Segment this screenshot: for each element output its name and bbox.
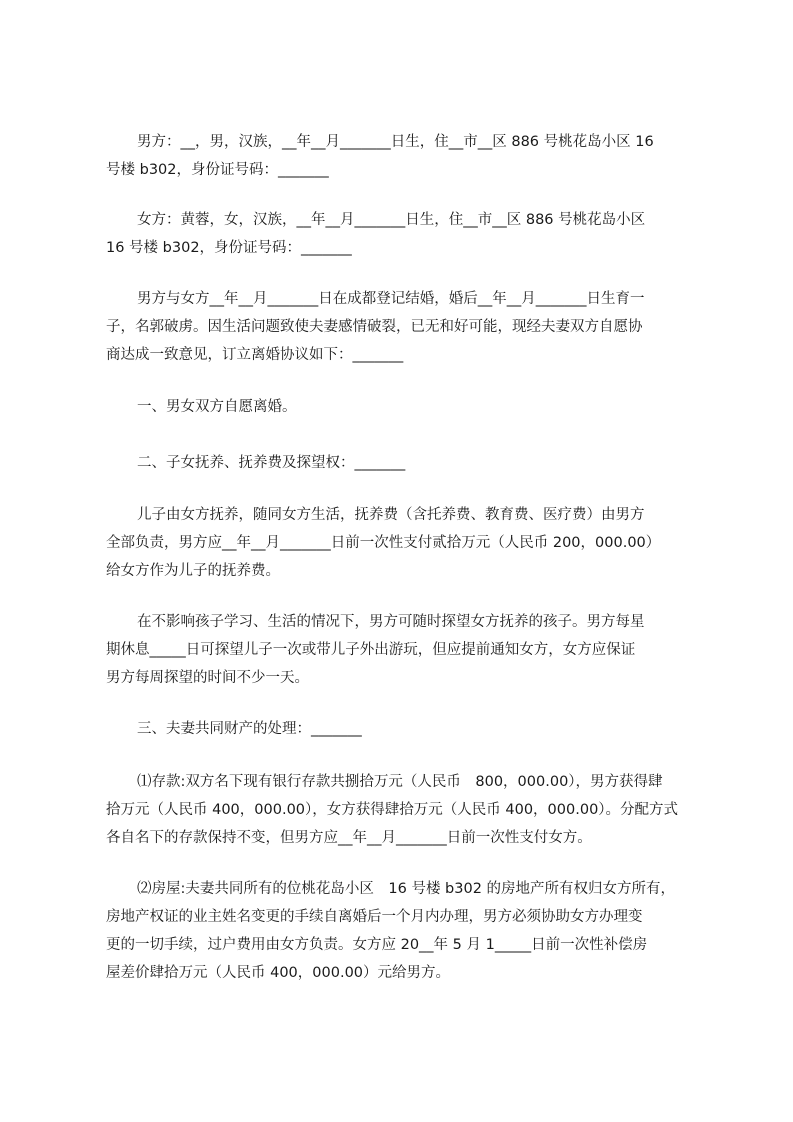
paragraph-line: 男方每周探望的时间不少一天。 (106, 670, 309, 686)
section-heading-property (106, 715, 696, 743)
section-heading-child-custody (106, 449, 696, 477)
paragraph-line: 房地产权证的业主姓名变更的手续自离婚后一个月内办理，男方必须协助女方办理变 (106, 909, 643, 925)
paragraph-line: 全部负责，男方应__年__月_______日前一次性支付贰拾万元（人民币 200，000.00） (106, 535, 661, 551)
paragraph-line: ⑴存款:双方名下现有银行存款共捌拾万元（人民币 800，000.00），男方获得肆 (137, 774, 663, 790)
paragraph-deposits (106, 768, 696, 852)
paragraph-marriage-background (106, 285, 696, 369)
paragraph-line: 女方：黄蓉，女，汉族，__年__月_______日生，住__市__区 886 号桃花岛小区 (137, 212, 646, 228)
paragraph-child-support (106, 501, 696, 585)
paragraph-line: 更的一切手续，过户费用由女方负责。女方应 20__年 5 月 1_____日前一次性补偿房 (106, 937, 648, 953)
paragraph-house (106, 875, 696, 987)
section-heading: 三、夫妻共同财产的处理：_______ (137, 721, 362, 737)
paragraph-visitation (106, 608, 696, 692)
paragraph-line: 拾万元（人民币 400，000.00），女方获得肆拾万元（人民币 400，000.00）。分配方式 (106, 802, 679, 818)
paragraph-line: 给女方作为儿子的抚养费。 (106, 563, 280, 579)
paragraph-line: ⑵房屋:夫妻共同所有的位桃花岛小区 16 号楼 b302 的房地产所有权归女方所有， (137, 881, 676, 897)
section-heading: 二、子女抚养、抚养费及探望权：_______ (137, 455, 406, 471)
paragraph-line: 号楼 b302，身份证号码：_______ (106, 162, 329, 178)
paragraph-line: 儿子由女方抚养，随同女方生活，抚养费（含托养费、教育费、医疗费）由男方 (137, 507, 645, 523)
section-heading-divorce (106, 393, 696, 421)
paragraph-line: 男方与女方__年__月_______日在成都登记结婚，婚后__年__月_______日生育一 (137, 291, 645, 307)
paragraph-line: 在不影响孩子学习、生活的情况下，男方可随时探望女方抚养的孩子。男方每星 (137, 614, 645, 630)
paragraph-line: 商达成一致意见，订立离婚协议如下：_______ (106, 347, 404, 363)
paragraph-line: 16 号楼 b302，身份证号码：_______ (106, 240, 352, 256)
section-heading: 一、男女双方自愿离婚。 (137, 399, 297, 415)
paragraph-line: 期休息_____日可探望儿子一次或带儿子外出游玩，但应提前通知女方，女方应保证 (106, 642, 636, 658)
paragraph-wife-info (106, 206, 696, 262)
paragraph-husband-info (106, 128, 696, 184)
paragraph-line: 各自名下的存款保持不变，但男方应__年__月_______日前一次性支付女方。 (106, 830, 592, 846)
paragraph-line: 屋差价肆拾万元（人民币 400，000.00）元给男方。 (106, 965, 451, 981)
paragraph-line: 子，名郭破虏。因生活问题致使夫妻感情破裂，已无和好可能，现经夫妻双方自愿协 (106, 319, 643, 335)
paragraph-line: 男方：__，男，汉族，__年__月_______日生，住__市__区 886 号桃花岛小区 16 (137, 134, 654, 150)
